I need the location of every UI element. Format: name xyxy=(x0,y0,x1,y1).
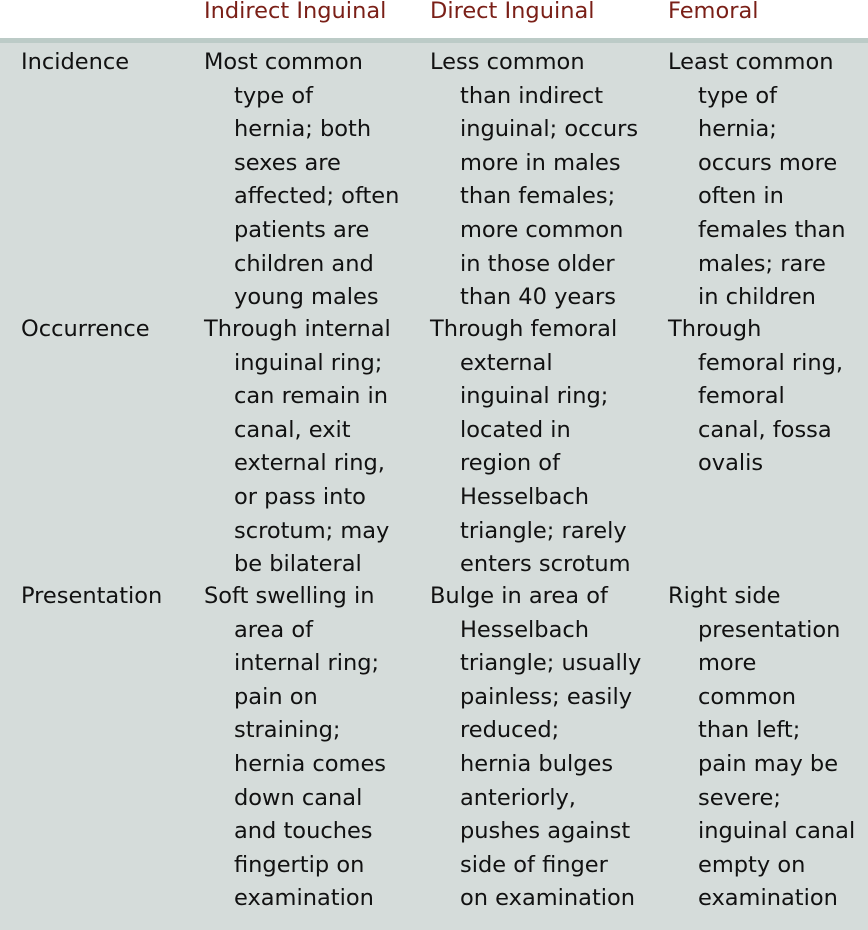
cell-text-line: Hesselbach xyxy=(460,616,590,643)
cell-text-line: females than xyxy=(698,216,846,243)
cell-text-line: Less common xyxy=(430,49,585,75)
row-header-presentation: Presentation xyxy=(21,583,163,609)
cell-text-line: more common xyxy=(460,216,624,243)
cell-text-line: external xyxy=(460,349,553,376)
cell-text-line: patients are xyxy=(234,216,370,243)
cell-text-line: Through internal xyxy=(204,316,391,342)
cell-text-line: internal ring; xyxy=(234,650,380,677)
cell-text-line: affected; often xyxy=(234,183,400,210)
cell-text-line: on examination xyxy=(460,885,636,912)
cell-text-line: can remain in xyxy=(234,383,389,410)
cell-text-line: femoral xyxy=(698,383,785,410)
cell-text-line: or pass into xyxy=(234,483,366,510)
cell-text-line: external ring, xyxy=(234,450,385,477)
cell-text-line: common xyxy=(698,683,796,710)
cell-text-line: enters scrotum xyxy=(460,551,631,578)
cell-text-line: triangle; rarely xyxy=(460,517,627,544)
cell-text-line: inguinal; occurs xyxy=(460,116,639,143)
cell-text-line: than 40 years xyxy=(460,284,616,311)
column-header-femoral: Femoral xyxy=(668,0,759,24)
cell-text-line: side of finger xyxy=(460,851,608,878)
cell-text-line: down canal xyxy=(234,784,363,811)
cell-text-line: type of xyxy=(698,82,778,109)
column-header-indirect-inguinal: Indirect Inguinal xyxy=(204,0,387,24)
cell-text-line: Right side xyxy=(668,583,781,609)
cell-text-line: and touches xyxy=(234,818,373,845)
cell-text-line: type of xyxy=(234,82,314,109)
cell-text-line: hernia comes xyxy=(234,750,387,777)
cell-text-line: young males xyxy=(234,284,379,311)
cell-text-line: area of xyxy=(234,616,314,643)
cell-text-line: sexes are xyxy=(234,149,341,176)
cell-text-line: Hesselbach xyxy=(460,483,590,510)
cell-text-line: Soft swelling in xyxy=(204,583,375,609)
cell-text-line: region of xyxy=(460,450,560,477)
cell-text-line: in children xyxy=(698,284,816,311)
cell-text-line: than left; xyxy=(698,717,801,744)
table-cell-presentation-femoral xyxy=(668,580,855,916)
cell-text-line: pain on xyxy=(234,683,318,710)
cell-text-line: canal, exit xyxy=(234,416,351,443)
row-header-incidence: Incidence xyxy=(21,49,130,75)
table-cell-occurrence-femoral xyxy=(668,313,843,481)
cell-text-line: examination xyxy=(698,885,838,912)
cell-text-line: Most common xyxy=(204,49,363,75)
cell-text-line: more in males xyxy=(460,149,621,176)
cell-text-line: be bilateral xyxy=(234,551,362,578)
table-header-row xyxy=(0,0,868,38)
table-cell-incidence-direct xyxy=(430,46,638,315)
table-cell-incidence-indirect xyxy=(204,46,399,315)
table-cell-presentation-indirect xyxy=(204,580,386,916)
cell-text-line: triangle; usually xyxy=(460,650,642,677)
cell-text-line: located in xyxy=(460,416,571,443)
cell-text-line: pushes against xyxy=(460,818,631,845)
cell-text-line: often in xyxy=(698,183,784,210)
cell-text-line: than females; xyxy=(460,183,616,210)
cell-text-line: anteriorly, xyxy=(460,784,576,811)
cell-text-line: inguinal ring; xyxy=(234,349,383,376)
table-cell-incidence-femoral xyxy=(668,46,846,315)
cell-text-line: pain may be xyxy=(698,750,839,777)
cell-text-line: painless; easily xyxy=(460,683,633,710)
cell-text-line: more xyxy=(698,650,757,677)
cell-text-line: canal, fossa xyxy=(698,416,832,443)
cell-text-line: inguinal canal xyxy=(698,818,856,845)
cell-text-line: examination xyxy=(234,885,374,912)
table-cell-presentation-direct xyxy=(430,580,641,916)
cell-text-line: Through xyxy=(668,316,762,342)
row-header-occurrence: Occurrence xyxy=(21,316,150,342)
cell-text-line: males; rare xyxy=(698,250,826,277)
column-header-direct-inguinal: Direct Inguinal xyxy=(430,0,595,24)
cell-text-line: empty on xyxy=(698,851,806,878)
table-cell-occurrence-indirect xyxy=(204,313,391,582)
cell-text-line: hernia; both xyxy=(234,116,372,143)
cell-text-line: straining; xyxy=(234,717,341,744)
cell-text-line: hernia bulges xyxy=(460,750,614,777)
cell-text-line: scrotum; may xyxy=(234,517,390,544)
table-cell-occurrence-direct xyxy=(430,313,631,582)
cell-text-line: severe; xyxy=(698,784,781,811)
cell-text-line: reduced; xyxy=(460,717,560,744)
cell-text-line: occurs more xyxy=(698,149,838,176)
cell-text-line: hernia; xyxy=(698,116,777,143)
cell-text-line: ovalis xyxy=(698,450,764,477)
cell-text-line: Through femoral xyxy=(430,316,618,342)
cell-text-line: femoral ring, xyxy=(698,349,844,376)
cell-text-line: Least common xyxy=(668,49,834,75)
cell-text-line: presentation xyxy=(698,616,841,643)
cell-text-line: inguinal ring; xyxy=(460,383,609,410)
cell-text-line: in those older xyxy=(460,250,615,277)
cell-text-line: children and xyxy=(234,250,374,277)
cell-text-line: fingertip on xyxy=(234,851,365,878)
cell-text-line: than indirect xyxy=(460,82,604,109)
cell-text-line: Bulge in area of xyxy=(430,583,608,609)
